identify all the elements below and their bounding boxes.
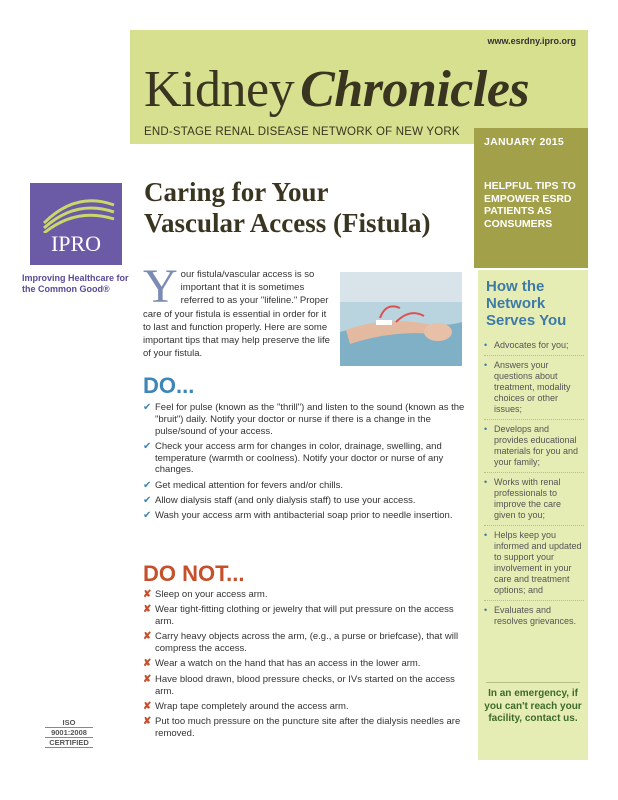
do-not-list <box>143 589 465 743</box>
sidebar-item: • Answers your questions about treatment, modality choices or other issues; <box>484 360 584 420</box>
sidebar-list <box>484 340 584 635</box>
x-icon: ✘ <box>143 631 152 643</box>
bullet-icon: • <box>484 360 488 370</box>
title-chronicles: Chronicles <box>300 61 530 118</box>
network-sidebar <box>478 270 588 760</box>
x-icon: ✘ <box>143 589 152 600</box>
iso-line-3: CERTIFIED <box>45 737 93 748</box>
x-icon: ✘ <box>143 604 152 616</box>
check-icon: ✔ <box>143 440 152 452</box>
x-icon: ✘ <box>143 673 152 685</box>
issue-panel <box>474 128 588 268</box>
do-heading: DO... <box>143 373 195 398</box>
issue-tagline: HELPFUL TIPS TO EMPOWER ESRD PATIENTS AS CONSUMERS <box>484 180 576 230</box>
bullet-icon: • <box>484 424 488 434</box>
bullet-icon: • <box>484 605 488 615</box>
iso-badge <box>45 718 93 748</box>
bullet-icon: • <box>484 530 488 540</box>
masthead <box>130 30 588 144</box>
sidebar-title: How the Network Serves You <box>486 278 567 329</box>
do-item: ✔ Check your access arm for changes in color, drainage, swelling, and temperature (warmth or coolness). Notify your doctor or nurse of any changes. <box>143 440 444 476</box>
sidebar-item: • Evaluates and resolves grievances. <box>484 605 577 626</box>
logo-tagline: Improving Healthcare for the Common Good® <box>22 273 129 294</box>
check-icon: ✔ <box>143 495 152 507</box>
bullet-icon: • <box>484 477 488 487</box>
headline-line-1: Caring for Your <box>144 177 329 207</box>
do-not-item: ✘ Have blood drawn, blood pressure checks, or IVs started on the access arm. <box>143 673 455 697</box>
x-icon: ✘ <box>143 716 152 728</box>
do-item: ✔ Allow dialysis staff (and only dialysis staff) to use your access. <box>143 495 416 507</box>
sidebar-item: • Works with renal professionals to improve the care given to you; <box>484 477 584 526</box>
x-icon: ✘ <box>143 658 152 670</box>
sidebar-item: • Advocates for you; <box>484 340 584 356</box>
iso-line-1: ISO <box>45 718 93 728</box>
do-not-item: ✘ Wrap tape completely around the access arm. <box>143 700 349 712</box>
do-not-heading: DO NOT... <box>143 561 245 586</box>
intro-text: our fistula/vascular access is so important that it is sometimes referred to as your "lifeline." Proper care of your fistula is essential in order for it to last and function properly. Here are some important tips that may help preserve the life of your fistula. <box>143 269 330 360</box>
do-not-item: ✘ Wear a watch on the hand that has an access in the lower arm. <box>143 658 421 670</box>
do-not-item: ✘ Put too much pressure on the puncture site after the dialysis needles are removed. <box>143 716 461 739</box>
headline-line-2: Vascular Access (Fistula) <box>144 208 431 238</box>
website-url[interactable]: www.esrdny.ipro.org <box>487 36 576 46</box>
do-not-item: ✘ Sleep on your access arm. <box>143 589 268 600</box>
issue-date: JANUARY 2015 <box>484 136 565 148</box>
article-intro <box>143 260 335 360</box>
do-list <box>143 402 465 526</box>
sidebar-divider <box>486 682 580 683</box>
check-icon: ✔ <box>143 402 152 413</box>
newsletter-title <box>144 60 529 119</box>
bullet-icon: • <box>484 340 488 350</box>
title-kidney: Kidney <box>144 61 295 118</box>
check-icon: ✔ <box>143 510 152 522</box>
drop-cap: Y <box>143 260 178 313</box>
sidebar-item: • Develops and provides educational materials for you and your family; <box>484 424 584 473</box>
do-item: ✔ Feel for pulse (known as the "thrill") and listen to the sound (known as the "bruit") daily. Notify your doctor or nurse if there is a change in the pulse/sound of your access. <box>143 402 465 437</box>
network-name: END-STAGE RENAL DISEASE NETWORK OF NEW YORK <box>144 126 460 138</box>
do-not-item: ✘ Carry heavy objects across the arm, (e.g., a purse or briefcase), that will compress the access. <box>143 631 459 655</box>
do-item: ✔ Get medical attention for fevers and/or chills. <box>143 479 343 491</box>
fistula-photo <box>340 272 462 366</box>
logo-arcs-icon <box>30 183 122 233</box>
sidebar-item: • Helps keep you informed and updated to support your involvement in your care and treatment options; and <box>484 530 584 601</box>
ipro-logo <box>30 183 122 265</box>
check-icon: ✔ <box>143 479 152 491</box>
do-item: ✔ Wash your access arm with antibacterial soap prior to needle insertion. <box>143 510 453 522</box>
do-not-item: ✘ Wear tight-fitting clothing or jewelry that will put pressure on the access arm. <box>143 604 454 628</box>
article-headline <box>144 177 431 239</box>
logo-text: IPRO <box>50 231 102 256</box>
x-icon: ✘ <box>143 700 152 712</box>
arm-photo-icon <box>340 272 462 366</box>
emergency-notice: In an emergency, if you can't reach your facility, contact us. <box>484 688 582 724</box>
iso-line-2: 9001:2008 <box>51 728 87 737</box>
